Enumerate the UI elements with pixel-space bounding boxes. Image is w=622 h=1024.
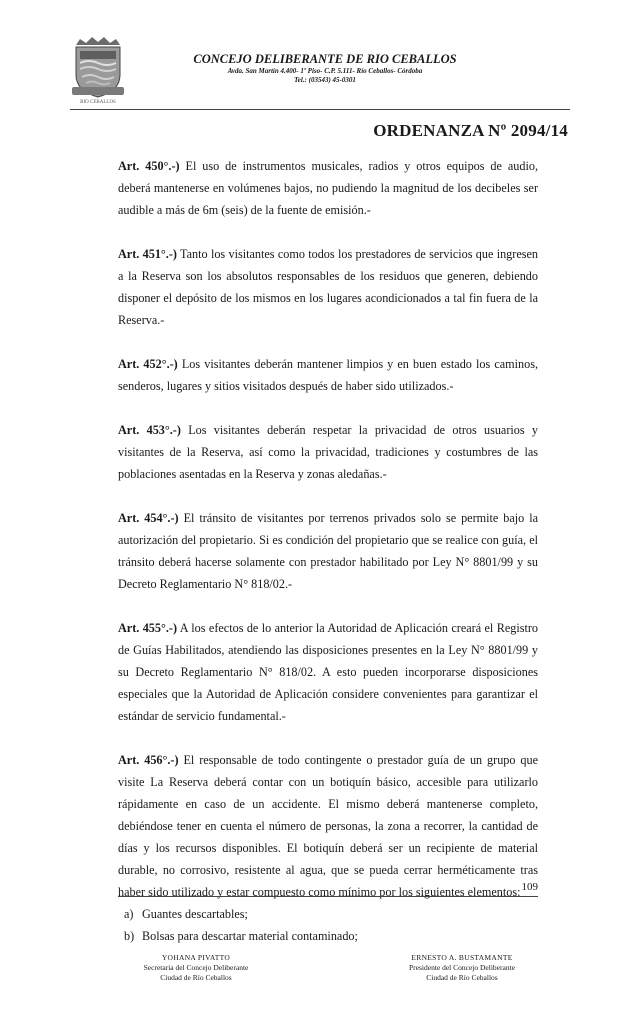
crest-label: RIO CEBALLOS (80, 100, 116, 105)
signature-block-secretary (96, 953, 296, 983)
article-454 (118, 507, 538, 595)
council-title: CONCEJO DELIBERANTE DE RIO CEBALLOS (193, 52, 457, 66)
article-heading: Art. 456°.-) (118, 753, 179, 767)
list-item (118, 925, 538, 947)
supply-list (118, 903, 538, 947)
document-body (118, 155, 538, 947)
signatory-name: YOHANA PIVATTO (161, 953, 231, 962)
signature-block-president (362, 953, 562, 983)
article-452 (118, 353, 538, 397)
article-text: El responsable de todo contingente o prestador guía de un grupo que visite La Reserva deberá contar con un botiquín básico, accesible para utilizarlo rápidamente en caso de un accidente. El mismo deberá mantenerse completo, debiéndose tener en cuenta el número de personas, la zona a recorrer, la cantidad de días y los recursos disponibles. El botiquín deberá ser un recipiente de material durable, no corrosivo, resistente al agua, que se pueda cerrar herméticamente tras haber sido utilizado y estar compuesto como mínimo por los siguientes elementos: (118, 753, 538, 899)
signatory-place: Ciudad de Río Ceballos (160, 973, 232, 982)
article-heading: Art. 452°.-) (118, 357, 178, 371)
list-item-text: Bolsas para descartar material contaminado; (142, 929, 358, 943)
footer-divider (118, 896, 538, 897)
signatory-name: ERNESTO A. BUSTAMANTE (411, 953, 513, 962)
council-phone: Tel.: (03543) 45-0301 (294, 76, 356, 84)
article-text: Los visitantes deberán respetar la privacidad de otros usuarios y visitantes de la Reserva, así como la privacidad, tradiciones y costumbres de las poblaciones asentadas en la Reserva y zonas aledañas.- (118, 423, 538, 481)
article-453 (118, 419, 538, 485)
article-450 (118, 155, 538, 221)
article-text: A los efectos de lo anterior la Autoridad de Aplicación creará el Registro de Guías Habilitados, atendiendo las disposiciones presentes en la Ley N° 8801/99 y su Decreto Reglamentario N° 818/02. A esto pueden incorporarse disposiciones especiales que la Autoridad de Aplicación considere convenientes para garantizar el estándar de servicio fundamental.- (118, 621, 538, 723)
ordinance-number: ORDENANZA Nº 2094/14 (373, 121, 568, 140)
list-item-marker: a) (124, 907, 134, 921)
article-text: Los visitantes deberán mantener limpios y en buen estado los caminos, senderos, lugares y sitios visitados después de haber sido utilizados.- (118, 357, 538, 393)
header-divider (70, 109, 570, 110)
article-text: El uso de instrumentos musicales, radios y otros equipos de audio, deberá mantenerse en volúmenes bajos, no pudiendo la magnitud de los decibeles ser audible a más de 6m (seis) de la fuente de emisión.- (118, 159, 538, 217)
list-item-text: Guantes descartables; (142, 907, 248, 921)
article-heading: Art. 450°.-) (118, 159, 180, 173)
article-heading: Art. 455°.-) (118, 621, 178, 635)
letterhead (180, 52, 470, 85)
signatory-role: Secretaria del Concejo Deliberante (143, 963, 249, 972)
article-455 (118, 617, 538, 727)
signatory-role: Presidente del Concejo Deliberante (408, 963, 515, 972)
article-451 (118, 243, 538, 331)
article-heading: Art. 453°.-) (118, 423, 181, 437)
article-heading: Art. 451°.-) (118, 247, 177, 261)
municipal-crest-icon (70, 35, 126, 99)
list-item-marker: b) (124, 929, 135, 943)
list-item (118, 903, 538, 925)
article-text: Tanto los visitantes como todos los prestadores de servicios que ingresen a la Reserva son los absolutos responsables de los residuos que generen, debiendo disponer el depósito de los mismos en los lugares acondicionados a tal fin fuera de la Reserva.- (118, 247, 538, 327)
council-address: Avda. San Martín 4.400- 1º Piso- C.P. 5.111- Río Ceballos- Córdoba (227, 67, 423, 75)
article-456 (118, 749, 538, 903)
article-heading: Art. 454°.-) (118, 511, 179, 525)
page-number: 109 (521, 881, 538, 893)
signatory-place: Ciudad de Río Ceballos (426, 973, 498, 982)
article-text: El tránsito de visitantes por terrenos privados solo se permite bajo la autorización del propietario. Si es condición del propietario que se realice con guía, el tránsito deberá hacerse solamente con prestador habilitado por Ley N° 8801/99 y su Decreto Reglamentario N° 818/02.- (118, 511, 539, 591)
